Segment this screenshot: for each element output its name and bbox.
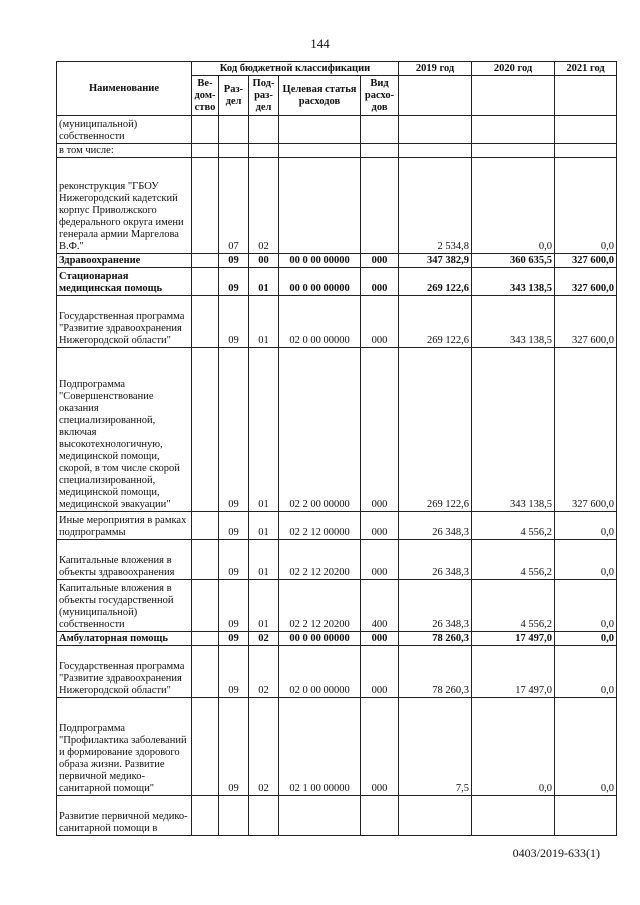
table-row — [57, 698, 617, 796]
cell-y2021: 327 600,0 — [555, 268, 617, 296]
header-target-article: Целевая статья расходов — [279, 76, 361, 116]
cell-pod: 02 — [249, 646, 279, 698]
header-expense-type: Вид расхо-дов — [361, 76, 399, 116]
page-number: 144 — [310, 36, 330, 51]
table-row — [57, 540, 617, 580]
table-row — [57, 796, 617, 836]
cell-y2021: 0,0 — [555, 646, 617, 698]
cell-name: в том числе: — [57, 144, 192, 158]
header-name: Наименование — [57, 62, 192, 116]
header-classification: Код бюджетной классификации — [192, 62, 399, 76]
cell-cs: 02 0 00 00000 — [279, 296, 361, 348]
cell-ved — [192, 158, 219, 254]
cell-name: Капитальные вложения в объекты здравоохранения — [57, 540, 192, 580]
header-2019-empty — [399, 76, 472, 116]
cell-name: (муниципальной) собственности — [57, 116, 192, 144]
cell-y2019: 347 382,9 — [399, 254, 472, 268]
cell-y2019 — [399, 796, 472, 836]
header-2020: 2020 год — [472, 62, 555, 76]
cell-y2019: 26 348,3 — [399, 540, 472, 580]
cell-cs — [279, 158, 361, 254]
cell-ved — [192, 116, 219, 144]
cell-ved — [192, 512, 219, 540]
cell-cs: 02 2 12 20200 — [279, 540, 361, 580]
cell-y2019: 26 348,3 — [399, 580, 472, 632]
header-2021-empty — [555, 76, 617, 116]
cell-y2019: 26 348,3 — [399, 512, 472, 540]
cell-vr: 000 — [361, 632, 399, 646]
cell-vr: 000 — [361, 254, 399, 268]
cell-raz: 07 — [219, 158, 249, 254]
cell-y2019: 78 260,3 — [399, 646, 472, 698]
table-row — [57, 116, 617, 144]
cell-y2021: 0,0 — [555, 512, 617, 540]
cell-y2021: 327 600,0 — [555, 254, 617, 268]
cell-y2019: 269 122,6 — [399, 348, 472, 512]
table-row — [57, 348, 617, 512]
cell-y2020: 343 138,5 — [472, 268, 555, 296]
cell-ved — [192, 646, 219, 698]
cell-y2020 — [472, 144, 555, 158]
cell-raz: 09 — [219, 632, 249, 646]
cell-y2019 — [399, 116, 472, 144]
cell-raz — [219, 796, 249, 836]
cell-pod: 01 — [249, 512, 279, 540]
cell-cs: 02 2 12 20200 — [279, 580, 361, 632]
table-row — [57, 580, 617, 632]
cell-y2020: 0,0 — [472, 698, 555, 796]
cell-raz: 09 — [219, 646, 249, 698]
cell-pod — [249, 144, 279, 158]
cell-raz: 09 — [219, 512, 249, 540]
cell-y2021: 0,0 — [555, 632, 617, 646]
cell-raz: 09 — [219, 540, 249, 580]
cell-name: Капитальные вложения в объекты государственной (муниципальной) собственности — [57, 580, 192, 632]
cell-ved — [192, 698, 219, 796]
cell-y2019: 2 534,8 — [399, 158, 472, 254]
table-row — [57, 144, 617, 158]
cell-y2021 — [555, 144, 617, 158]
cell-vr: 000 — [361, 348, 399, 512]
cell-ved — [192, 268, 219, 296]
cell-cs — [279, 144, 361, 158]
cell-raz: 09 — [219, 254, 249, 268]
budget-table — [56, 61, 617, 836]
cell-name: реконструкция "ГБОУ Нижегородский кадетский корпус Приволжского федерального округа имени генерала армии Маргелова В.Ф." — [57, 158, 192, 254]
cell-y2019: 269 122,6 — [399, 268, 472, 296]
table-row — [57, 296, 617, 348]
cell-cs: 02 2 00 00000 — [279, 348, 361, 512]
cell-pod — [249, 796, 279, 836]
cell-y2020: 4 556,2 — [472, 540, 555, 580]
cell-y2020: 17 497,0 — [472, 646, 555, 698]
table-row — [57, 646, 617, 698]
cell-y2020: 360 635,5 — [472, 254, 555, 268]
cell-pod: 01 — [249, 268, 279, 296]
cell-name: Амбулаторная помощь — [57, 632, 192, 646]
cell-pod: 01 — [249, 580, 279, 632]
cell-vr — [361, 796, 399, 836]
cell-cs: 00 0 00 00000 — [279, 254, 361, 268]
cell-vr: 000 — [361, 540, 399, 580]
cell-name: Государственная программа "Развитие здравоохранения Нижегородской области" — [57, 646, 192, 698]
cell-y2019: 269 122,6 — [399, 296, 472, 348]
table-row — [57, 632, 617, 646]
cell-name: Здравоохранение — [57, 254, 192, 268]
cell-ved — [192, 632, 219, 646]
cell-pod: 00 — [249, 254, 279, 268]
cell-y2020 — [472, 116, 555, 144]
cell-vr: 000 — [361, 268, 399, 296]
cell-y2020 — [472, 796, 555, 836]
cell-cs: 02 0 00 00000 — [279, 646, 361, 698]
cell-y2021: 0,0 — [555, 698, 617, 796]
cell-y2020: 343 138,5 — [472, 296, 555, 348]
cell-y2021 — [555, 116, 617, 144]
cell-ved — [192, 580, 219, 632]
cell-pod: 02 — [249, 698, 279, 796]
cell-name: Иные мероприятия в рамках подпрограммы — [57, 512, 192, 540]
cell-cs — [279, 116, 361, 144]
cell-pod: 02 — [249, 158, 279, 254]
cell-pod: 01 — [249, 540, 279, 580]
cell-pod: 01 — [249, 348, 279, 512]
cell-y2021: 0,0 — [555, 158, 617, 254]
cell-cs: 00 0 00 00000 — [279, 268, 361, 296]
cell-y2020: 343 138,5 — [472, 348, 555, 512]
cell-raz: 09 — [219, 580, 249, 632]
cell-y2020: 4 556,2 — [472, 580, 555, 632]
header-vedomstvo: Ве-дом-ство — [192, 76, 219, 116]
header-razdel: Раз-дел — [219, 76, 249, 116]
cell-y2021 — [555, 796, 617, 836]
cell-y2020: 4 556,2 — [472, 512, 555, 540]
cell-ved — [192, 296, 219, 348]
cell-pod — [249, 116, 279, 144]
cell-raz — [219, 116, 249, 144]
cell-name: Подпрограмма "Совершенствование оказания специализированной, включая высокотехнологичную, медицинской помощи, скорой, в том числе скорой специализированной, медицинской помощи, медицинской эвакуации" — [57, 348, 192, 512]
cell-name: Развитие первичной медико-санитарной помощи в — [57, 796, 192, 836]
document-code: 0403/2019-633(1) — [512, 846, 600, 860]
cell-vr: 000 — [361, 296, 399, 348]
cell-cs — [279, 796, 361, 836]
cell-ved — [192, 144, 219, 158]
cell-y2021: 0,0 — [555, 580, 617, 632]
cell-raz — [219, 144, 249, 158]
cell-name: Стационарная медицинская помощь — [57, 268, 192, 296]
table-row — [57, 268, 617, 296]
cell-cs: 02 1 00 00000 — [279, 698, 361, 796]
cell-vr: 400 — [361, 580, 399, 632]
cell-y2021: 327 600,0 — [555, 296, 617, 348]
header-podrazdel: Под-раз-дел — [249, 76, 279, 116]
header-2020-empty — [472, 76, 555, 116]
cell-ved — [192, 540, 219, 580]
cell-y2020: 0,0 — [472, 158, 555, 254]
header-2021: 2021 год — [555, 62, 617, 76]
table-row — [57, 512, 617, 540]
cell-raz: 09 — [219, 268, 249, 296]
cell-ved — [192, 348, 219, 512]
cell-y2021: 0,0 — [555, 540, 617, 580]
cell-vr: 000 — [361, 512, 399, 540]
cell-raz: 09 — [219, 296, 249, 348]
cell-cs: 00 0 00 00000 — [279, 632, 361, 646]
cell-raz: 09 — [219, 348, 249, 512]
cell-vr: 000 — [361, 698, 399, 796]
cell-vr — [361, 158, 399, 254]
cell-pod: 01 — [249, 296, 279, 348]
cell-vr — [361, 116, 399, 144]
cell-y2019: 78 260,3 — [399, 632, 472, 646]
cell-name: Государственная программа "Развитие здравоохранения Нижегородской области" — [57, 296, 192, 348]
cell-y2019 — [399, 144, 472, 158]
table-row — [57, 158, 617, 254]
table-row — [57, 254, 617, 268]
cell-name: Подпрограмма "Профилактика заболеваний и формирование здорового образа жизни. Развитие первичной медико-санитарной помощи" — [57, 698, 192, 796]
cell-cs: 02 2 12 00000 — [279, 512, 361, 540]
cell-raz: 09 — [219, 698, 249, 796]
cell-pod: 02 — [249, 632, 279, 646]
cell-y2019: 7,5 — [399, 698, 472, 796]
cell-vr — [361, 144, 399, 158]
cell-ved — [192, 796, 219, 836]
header-2019: 2019 год — [399, 62, 472, 76]
cell-y2020: 17 497,0 — [472, 632, 555, 646]
cell-ved — [192, 254, 219, 268]
cell-y2021: 327 600,0 — [555, 348, 617, 512]
cell-vr: 000 — [361, 646, 399, 698]
